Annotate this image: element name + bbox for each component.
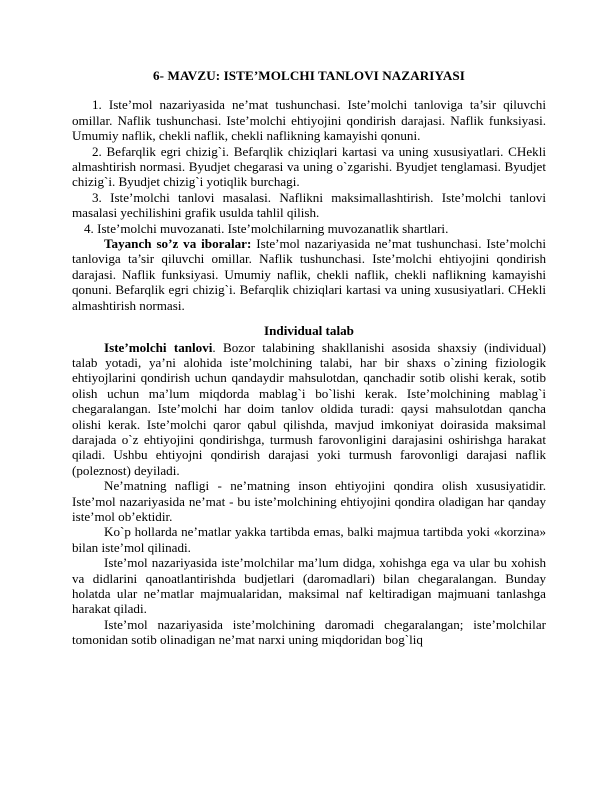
- paragraph-income: Iste’mol nazariyasida iste’molchining daromadi chegaralangan; iste’molchilar tomonidan sotib olinadigan ne’mat narxi uning miqdoridan bog`liq: [72, 616, 546, 648]
- plan-item-4: 4. Iste’molchi muvozanati. Iste’molchilarning muvozanatlik shartlari.: [84, 220, 449, 236]
- plan-item-3: 3. Iste’molchi tanlovi masalasi. Naflikni maksimallashtirish. Iste’molchi tanlovi masalasi yechilishini grafik usulda tahlil qilish.: [72, 189, 546, 221]
- paragraph-bundle: Ko`p hollarda ne’matlar yakka tartibda emas, balki majmua tartibda yoki «korzina» bilan iste’mol qilinadi.: [72, 524, 546, 555]
- document-page: [72, 68, 546, 648]
- page-title: 6- MAVZU: ISTE’MOLCHI TANLOVI NAZARIYASI: [153, 68, 465, 83]
- paragraph-body: . Bozor talabining shakllanishi asosida shaxsiy (individual) talab yotadi, ya’ni alohida iste’molchining talabi, har bir shaxs o`zining fiziologik ehtiyojlarini qondirish uchun qandaydir mahsulotdan, qanchadir sotib olishi kerak, sotib olish uchun ma’lum miqdorda mablag`i bo`lishi kerak. Iste’molchining mablag`i chegaralangan. Iste’molchi har doim tanlov oldida turadi: qaysi mahsulotdan qancha olishi kerak. Iste’molchi qaror qabul qilishda, mavjud imkoniyat doirasida maksimal darajada o`z ehtiyojini qondirishga, turmush farovonligini darajasini oshirishga harakat qiladi. Ushbu ehtiyojni qondirish darajasi yoki turmush farovonligi darajasi naflik (poleznost) deyiladi.: [72, 339, 546, 478]
- plan-item-1: 1. Iste’mol nazariyasida ne’mat tushunchasi. Iste’molchi tanloviga ta’sir qiluvchi omillar. Naflik tushunchasi. Iste’molchi ehtiyojini qondirish darajasi. Naflik funksiyasi. Umumiy naflik, chekli naflik, chekli naflikning kamayishi qonuni.: [72, 97, 546, 144]
- paragraph-consumer-choice: [72, 340, 546, 479]
- plan-item-2: 2. Befarqlik egri chizig`i. Befarqlik chiziqlari kartasi va uning xususiyatlari. CHekli almashtirish normasi. Byudjet chegarasi va uning o`zgarishi. Byudjet tenglamasi. Byudjet chizig`i. Byudjet chizig`i yotiqlik burchagi.: [72, 143, 546, 190]
- keywords-label: Tayanch so’z va iboralar:: [104, 236, 252, 252]
- section-subheading: Individual talab: [264, 323, 354, 339]
- keywords-paragraph: [72, 236, 546, 313]
- keywords-text: Iste’mol nazariyasida ne’mat tushunchasi. Iste’molchi tanloviga ta’sir qiluvchi omillar. Naflik tushunchasi. Iste’molchi ehtiyojini qondirish darajasi. Naflik funksiyasi. Umumiy naflik, chekli naflik, chekli naflikning kamayishi qonuni. Befarqlik egri chizig`i. Befarqlik chiziqlari kartasi va uning xususiyatlari. CHekli almashtirish normasi.: [72, 236, 546, 313]
- paragraph-lead-term: Iste’molchi tanlovi: [104, 339, 213, 355]
- paragraph-utility: Ne’matning nafligi - ne’matning inson ehtiyojini qondira olish xususiyatidir. Iste’mol nazariyasida ne’mat - bu iste’molchining ehtiyojini qondira oladigan har qanday iste’mol ob’ektidir.: [72, 478, 546, 524]
- paragraph-budget: Iste’mol nazariyasida iste’molchilar ma’lum didga, xohishga ega va ular bu xohish va didlarini qanoatlantirishda budjetlari (daromadlari) bilan chegaralangan. Bunday holatda ular ne’matlar majmualaridan, maksimal naf keltiradigan majmuani tanlashga harakat qiladi.: [72, 555, 546, 617]
